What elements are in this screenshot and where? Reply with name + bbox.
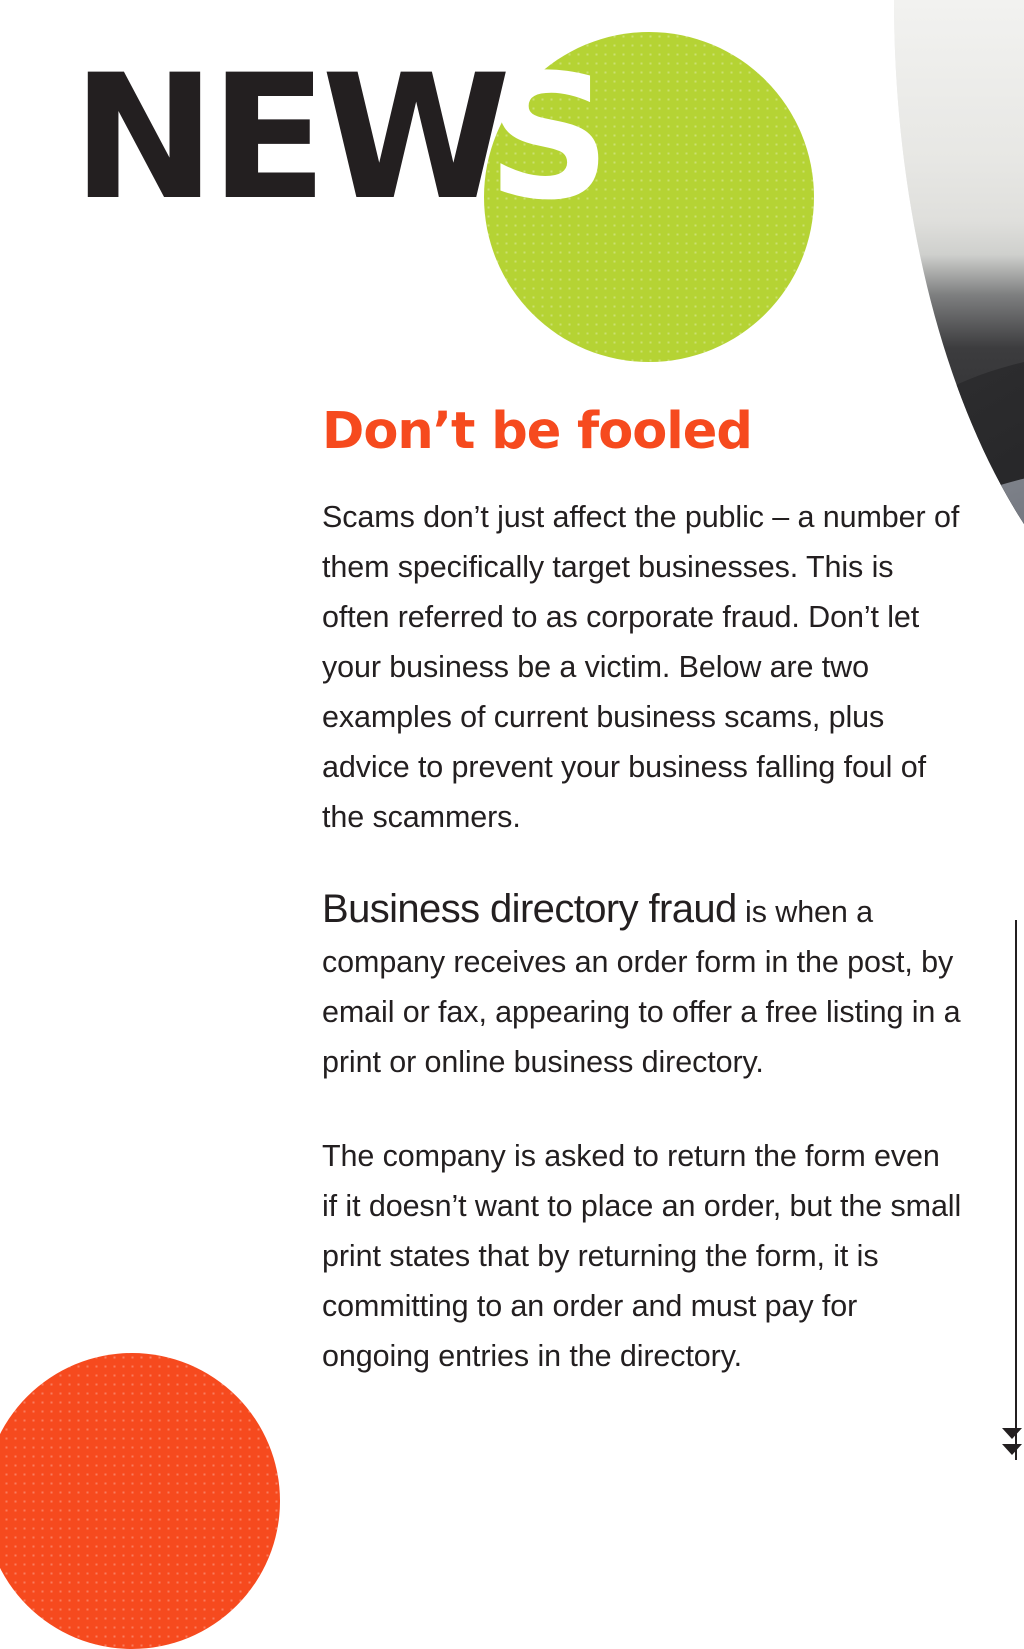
masthead bbox=[0, 0, 1024, 400]
article-column bbox=[322, 404, 962, 1423]
section-paragraph bbox=[322, 884, 962, 1087]
section-lead-rest: is when a company receives an order form in the post, by email or fax, appearing to offer a free listing in a print or online business directory. bbox=[322, 895, 961, 1079]
orange-dot-graphic bbox=[0, 1353, 280, 1649]
masthead-title: NEW bbox=[72, 37, 506, 238]
intro-paragraph: Scams don’t just affect the public – a number of them specifically target businesses. This is often referred to as corporate fraud. Don’t let your business be a victim. Below are two examples of current business scams, plus advice to prevent your business falling foul of the scammers. bbox=[322, 500, 960, 834]
vertical-rule bbox=[1015, 920, 1017, 1460]
down-arrow-triangle bbox=[1002, 1428, 1022, 1439]
masthead-title-s: S bbox=[487, 37, 605, 238]
down-arrow-triangle bbox=[1002, 1444, 1022, 1455]
section-lead-in: Business directory fraud bbox=[322, 887, 737, 931]
down-arrow-icon bbox=[1002, 1428, 1024, 1460]
section-following-paragraph: The company is asked to return the form even if it doesn’t want to place an order, but the small print states that by returning the form, it is committing to an order and must pay for ongoing entries in the directory. bbox=[322, 1139, 962, 1373]
page-title: Don’t be fooled bbox=[322, 402, 752, 461]
